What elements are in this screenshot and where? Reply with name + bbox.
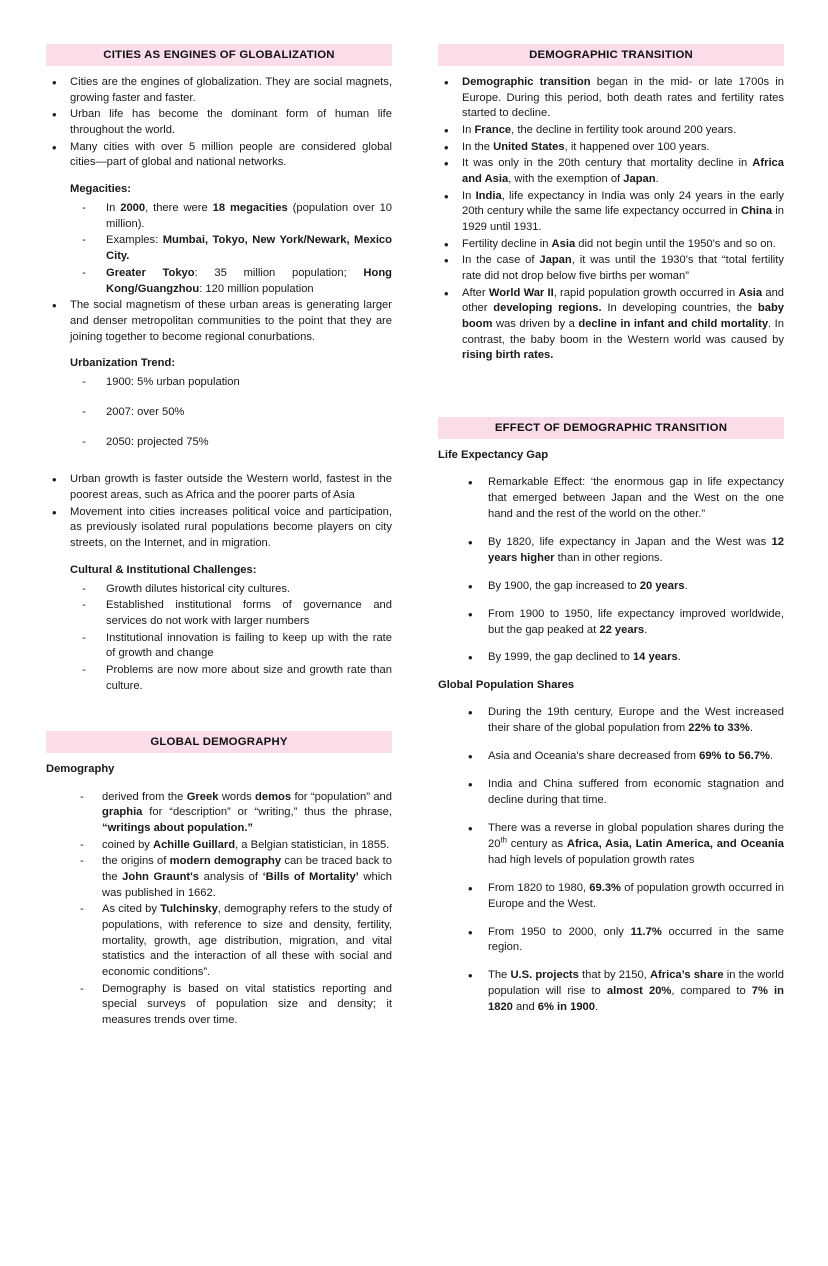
list-item: - coined by Achille Guillard, a Belgian statistician, in 1855. (70, 838, 392, 854)
list-item: • In India, life expectancy in India was only 24 years in the early 20th century while the same life expectancy occurred in China in 1929 until 1931. (438, 189, 784, 236)
list-item: - In 2000, there were 18 megacities (population over 10 million). (70, 201, 392, 232)
cities-bullet-list (46, 75, 392, 171)
list-item: • In France, the decline in fertility took around 200 years. (438, 123, 784, 139)
global-population-shares-list (462, 705, 784, 1016)
list-item: - Problems are now more about size and growth rate than culture. (70, 663, 392, 694)
list-item: - Demography is based on vital statistics reporting and special surveys of population size and density; it measures trends over time. (70, 982, 392, 1029)
demography-subhead: Demography (46, 763, 115, 776)
list-item: • Urban growth is faster outside the Western world, fastest in the poorest areas, such as Africa and the poorer parts of Asia (46, 472, 392, 503)
list-item: • Asia and Oceania's share decreased from 69% to 56.7%. (462, 749, 784, 765)
life-expectancy-gap-subhead: Life Expectancy Gap (438, 449, 549, 462)
list-item: • By 1999, the gap declined to 14 years. (462, 650, 784, 666)
spacer (46, 782, 392, 790)
list-item: • It was only in the 20th century that mortality decline in Africa and Asia, with the exemption of Japan. (438, 156, 784, 187)
megacities-list (70, 201, 392, 297)
list-item: - the origins of modern demography can be traced back to the John Graunt's analysis of ‘Bills of Mortality’ which was published in 1662. (70, 854, 392, 901)
list-item: - Institutional innovation is failing to keep up with the rate of growth and change (70, 631, 392, 662)
section-header-effect-of-demographic-transition: EFFECT OF DEMOGRAPHIC TRANSITION (438, 417, 784, 439)
list-item: • From 1900 to 1950, life expectancy improved worldwide, but the gap peaked at 22 years. (462, 607, 784, 639)
list-item: • The social magnetism of these urban areas is generating larger and denser metropolitan communities to the point that they are joining together to become regional conurbations. (46, 298, 392, 345)
list-item: • Movement into cities increases political voice and participation, as previously isolated rural populations become players on city streets, on the Internet, and in migration. (46, 505, 392, 552)
list-item: - 1900: 5% urban population (70, 375, 392, 391)
list-item: - 2007: over 50% (70, 405, 392, 421)
spacer (46, 464, 392, 472)
urban-growth-list (46, 472, 392, 551)
life-expectancy-gap-list (462, 475, 784, 666)
list-item: • Remarkable Effect: ‘the enormous gap in life expectancy that emerged between Japan and the West on the one hand and the rest of the world on the other.” (462, 475, 784, 523)
list-item: - Growth dilutes historical city cultures. (70, 582, 392, 598)
list-item: • The U.S. projects that by 2150, Africa’s share in the world population will rise to almost 20%, compared to 7% in 1820 and 6% in 1900. (462, 968, 784, 1016)
list-item: • Demographic transition began in the mid- or late 1700s in Europe. During this period, both death rates and fertility rates started to decline. (438, 75, 784, 122)
list-item: - derived from the Greek words demos for “population” and graphia for “description” or “writing,” thus the phrase, “writings about population.” (70, 790, 392, 837)
urbanization-trend-label: Urbanization Trend: (70, 357, 176, 370)
list-item: • By 1900, the gap increased to 20 years. (462, 579, 784, 595)
list-item: • During the 19th century, Europe and the West increased their share of the global population from 22% to 33%. (462, 705, 784, 737)
section-header-cities: CITIES AS ENGINES OF GLOBALIZATION (46, 44, 392, 66)
list-item: • Urban life has become the dominant form of human life throughout the world. (46, 107, 392, 138)
list-item: - Greater Tokyo: 35 million population; Hong Kong/Guangzhou: 120 million population (70, 266, 392, 297)
section-header-demographic-transition: DEMOGRAPHIC TRANSITION (438, 44, 784, 66)
list-item: • Fertility decline in Asia did not begin until the 1950's and so on. (438, 237, 784, 253)
spacer (438, 391, 784, 417)
spacer (438, 697, 784, 705)
list-item: • Many cities with over 5 million people are considered global cities—part of global and national networks. (46, 140, 392, 171)
list-item: • From 1820 to 1980, 69.3% of population growth occurred in Europe and the West. (462, 881, 784, 913)
list-item: • India and China suffered from economic stagnation and decline during that time. (462, 777, 784, 809)
demographic-transition-list (438, 75, 784, 364)
megacities-label: Megacities: (70, 183, 131, 196)
cultural-challenges-label: Cultural & Institutional Challenges: (70, 563, 257, 576)
spacer (438, 365, 784, 391)
section-header-global-demography: GLOBAL DEMOGRAPHY (46, 731, 392, 753)
list-item: - As cited by Tulchinsky, demography refers to the study of populations, with reference to size and density, fertility, mortality, growth, age distribution, migration, and vital statistics and the interaction of all these with social and economic conditions”. (70, 902, 392, 980)
list-item: - Examples: Mumbai, Tokyo, New York/Newark, Mexico City. (70, 233, 392, 264)
list-item: • By 1820, life expectancy in Japan and the West was 12 years higher than in other regions. (462, 535, 784, 567)
urbanization-trend-list (70, 375, 392, 450)
list-item: - Established institutional forms of governance and services do not work with larger numbers (70, 598, 392, 629)
social-magnetism-list (46, 298, 392, 345)
list-item: • There was a reverse in global population shares during the 20th century as Africa, Asia, Latin America, and Oceania had high levels of population growth rates (462, 821, 784, 869)
left-column (46, 44, 392, 1030)
list-item: • In the case of Japan, it was until the 1930's that “total fertility rate did not drop below five births per woman” (438, 253, 784, 284)
list-item: - 2050: projected 75% (70, 435, 392, 451)
cultural-challenges-list (70, 582, 392, 695)
list-item: • Cities are the engines of globalization. They are social magnets, growing faster and faster. (46, 75, 392, 106)
right-column (438, 44, 784, 1028)
list-item: • In the United States, it happened over 100 years. (438, 140, 784, 156)
spacer (46, 695, 392, 731)
list-item: • After World War II, rapid population growth occurred in Asia and other developing regions. In developing countries, the baby boom was driven by a decline in infant and child mortality. In contrast, the baby boom in the Western world was caused by rising birth rates. (438, 286, 784, 364)
spacer (438, 467, 784, 475)
list-item: • From 1950 to 2000, only 11.7% occurred in the same region. (462, 925, 784, 957)
global-population-shares-subhead: Global Population Shares (438, 679, 575, 692)
demography-list (70, 790, 392, 1029)
